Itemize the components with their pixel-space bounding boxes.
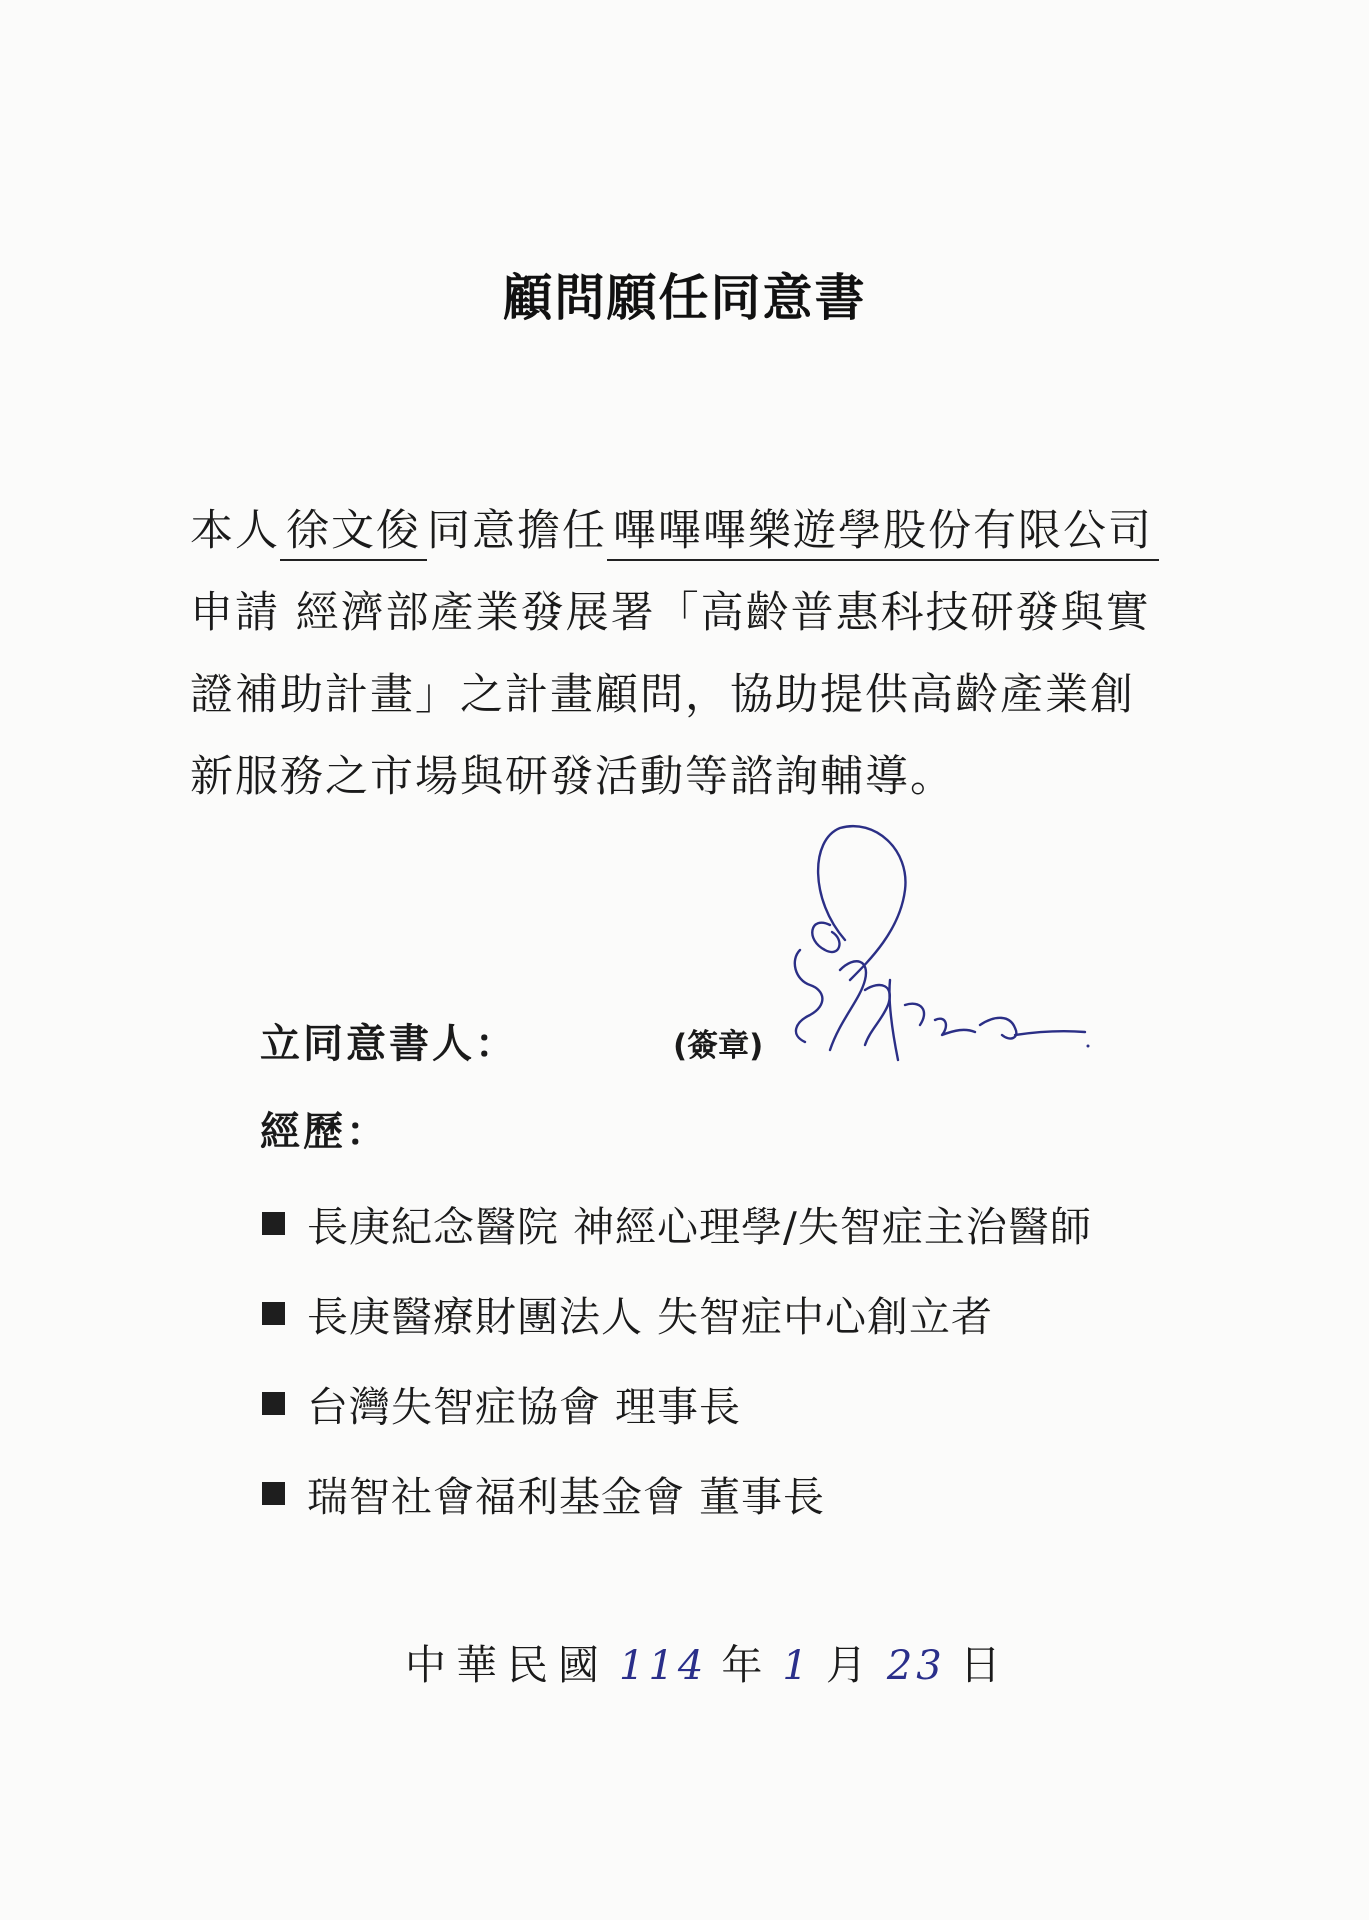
paragraph-mid1: 同意擔任 (427, 506, 607, 556)
square-bullet-icon (262, 1302, 285, 1325)
experience-item (262, 1358, 1092, 1448)
square-bullet-icon (262, 1392, 285, 1415)
experience-item (262, 1448, 1092, 1538)
square-bullet-icon (262, 1212, 285, 1235)
experience-text: 長庚紀念醫院 神經心理學/失智症主治醫師 (307, 1202, 1092, 1251)
experience-list (262, 1178, 1092, 1538)
experience-text: 長庚醫療財團法人 失智症中心創立者 (307, 1292, 994, 1341)
square-bullet-icon (262, 1482, 285, 1505)
seal-label: (簽章) (673, 1028, 764, 1064)
date-era: 中華民國 (405, 1641, 609, 1689)
handwritten-signature (770, 820, 1100, 1090)
consent-paragraph (190, 490, 1170, 818)
paragraph-prefix: 本人 (190, 506, 280, 556)
date-month: 1 (782, 1643, 812, 1689)
experience-item (262, 1268, 1092, 1358)
experience-text: 瑞智社會福利基金會 董事長 (307, 1472, 826, 1521)
experience-label: 經歷： (260, 1109, 389, 1155)
signer-label: 立同意書人： (260, 1021, 518, 1067)
document-title: 顧問願任同意書 (502, 269, 867, 327)
consultant-name: 徐文俊 (280, 503, 427, 561)
date-year-unit: 年 (721, 1641, 773, 1689)
date-day-unit: 日 (959, 1641, 1011, 1689)
signing-date (405, 1632, 1017, 1691)
paragraph-mid2: 申請 經濟部產業發展署「高齡普惠科技研發與實證補助計畫」之計畫顧問，協助提供高齡產業創新服務之市場與研發活動等諮詢輔導。 (190, 588, 1151, 802)
experience-item (262, 1178, 1092, 1268)
experience-text: 台灣失智症協會 理事長 (307, 1382, 742, 1431)
company-name: 嗶嗶嗶樂遊學股份有限公司 (607, 503, 1159, 561)
date-month-unit: 月 (825, 1641, 877, 1689)
date-year: 114 (619, 1643, 708, 1689)
date-day: 23 (886, 1643, 946, 1689)
